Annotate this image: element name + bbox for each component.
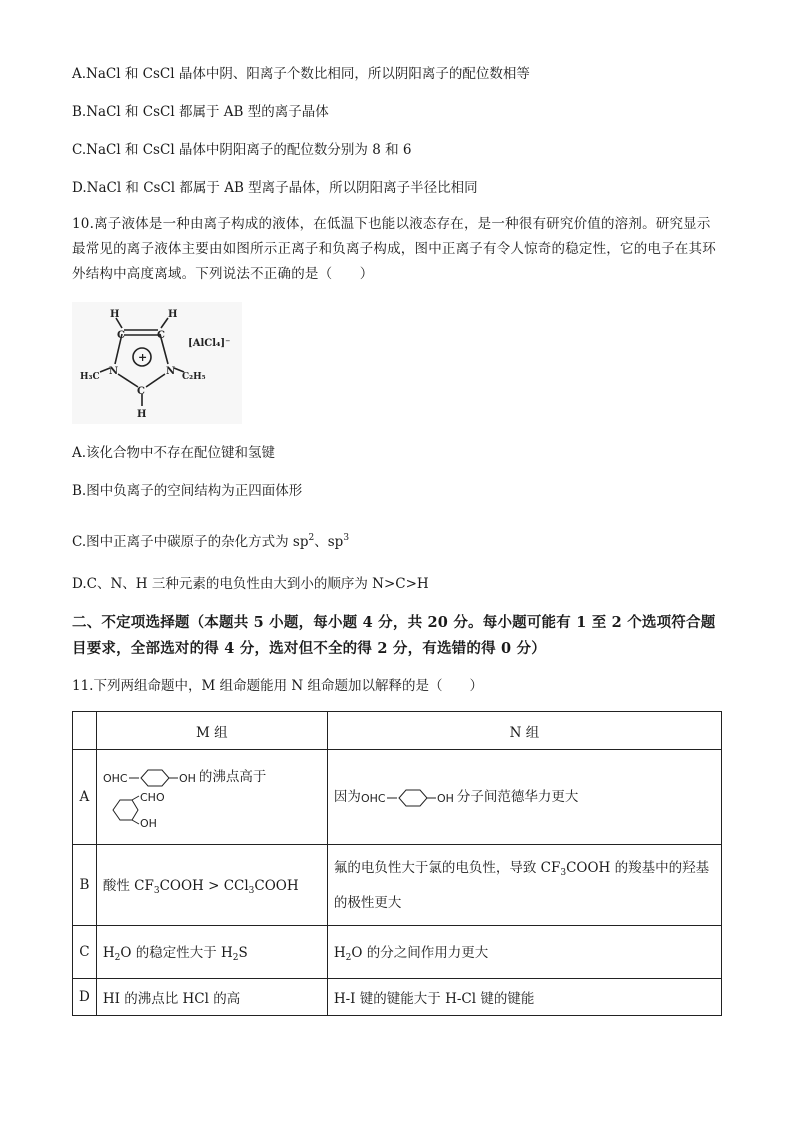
- svg-text:OH: OH: [436, 791, 454, 805]
- table-row: [73, 979, 722, 1016]
- table-row: [73, 750, 722, 845]
- q10-option-a: A.该化合物中不存在配位键和氢键: [72, 445, 276, 461]
- q11-table: [72, 711, 722, 1016]
- row-label: A: [73, 750, 97, 845]
- q9-option-d: D.NaCl 和 CsCl 都属于 AB 型离子晶体，所以阴阳离子半径比相同: [72, 180, 478, 196]
- q11-stem: 11.下列两组命题中，M 组命题能用 N 组命题加以解释的是（ ）: [72, 678, 483, 694]
- svg-text:OHC: OHC: [360, 791, 386, 805]
- ethyl-group-label: C₂H₅: [182, 372, 206, 382]
- row-b-n-cell: 氟的电负性大于氯的电负性，导致 $CF_3COOH$ 的羧基中的羟基的极性更大: [327, 845, 721, 926]
- row-c-m-cell: $H_2O$ 的稳定性大于 $H_2S$: [96, 926, 327, 979]
- header-m-group: M 组: [96, 712, 327, 750]
- q10-stem: 10.离子液体是一种由离子构成的液体，在低温下也能以液态存在，是一种很有研究价值的溶剂。研究显示最常见的离子液体主要由如图所示正离子和负离子构成，图中正离子有令人惊奇的稳定性，它的电子在其环外结构中高度离域。下列说法不正确的是（ ）: [72, 216, 716, 282]
- header-n-group: N 组: [327, 712, 721, 750]
- svg-text:OH: OH: [178, 771, 196, 785]
- q9-option-c: C.NaCl 和 CsCl 晶体中阴阳离子的配位数分别为 8 和 6: [72, 142, 412, 158]
- imidazolium-structure-diagram: [72, 302, 242, 424]
- table-row: [73, 926, 722, 979]
- svg-text:OHC: OHC: [102, 771, 128, 785]
- q10-option-d: D.C、N、H 三种元素的电负性由大到小的顺序为 N>C>H: [72, 576, 429, 592]
- q9-option-b: B.NaCl 和 CsCl 都属于 AB 型的离子晶体: [72, 104, 329, 120]
- n-right-label: N: [166, 366, 176, 377]
- h-top-right-label: H: [168, 309, 178, 320]
- q10-option-b: B.图中负离子的空间结构为正四面体形: [72, 483, 303, 499]
- row-label: C: [73, 926, 97, 979]
- q10-option-c: C.图中正离子中碳原子的杂化方式为 $sp^2$、$sp^3$: [72, 533, 350, 550]
- n-left-label: N: [109, 366, 119, 377]
- table-row: [73, 845, 722, 926]
- row-d-m-cell: HI 的沸点比 HCl 的高: [96, 979, 327, 1016]
- svg-text:CHO: CHO: [139, 790, 165, 804]
- header-blank-cell: [73, 712, 97, 750]
- row-b-m-cell: 酸性 $CF_3COOH$ > CCl$_3$COOH: [96, 845, 327, 926]
- h-bottom-label: H: [137, 409, 147, 420]
- positive-charge-label: +: [138, 351, 148, 364]
- anion-label: [AlCl₄]⁻: [188, 338, 231, 349]
- c-left-label: C: [117, 330, 125, 341]
- row-label: B: [73, 845, 97, 926]
- h-top-left-label: H: [110, 309, 120, 320]
- imidazolium-figure: [72, 302, 242, 424]
- methyl-group-label: H₃C: [80, 372, 100, 382]
- q9-option-a: A.NaCl 和 CsCl 晶体中阴、阳离子个数比相同，所以阴阳离子的配位数相等: [72, 66, 530, 82]
- row-a-m-text: 的沸点高于: [198, 769, 267, 786]
- row-label: D: [73, 979, 97, 1016]
- row-c-n-cell: $H_2O$ 的分之间作用力更大: [327, 926, 721, 979]
- table-header-row: [73, 712, 722, 750]
- section2-header: 二、不定项选择题（本题共 5 小题，每小题 4 分，共 20 分。每小题可能有 1 至 2 个选项符合题目要求，全部选对的得 4 分，选对但不全的得 2 分，有选错的得 0 分）: [72, 614, 716, 657]
- row-a-m-cell: [96, 750, 327, 845]
- c-bottom-label: C: [137, 386, 145, 397]
- row-d-n-cell: H-I 键的键能大于 H-Cl 键的键能: [327, 979, 721, 1016]
- svg-text:OH: OH: [139, 816, 157, 829]
- ortho-hydroxybenzaldehyde-structure: [103, 791, 173, 829]
- c-right-label: C: [157, 330, 165, 341]
- para-hydroxybenzaldehyde-structure: [103, 767, 199, 789]
- para-hydroxybenzaldehyde-structure: [361, 787, 457, 809]
- row-a-n-cell: 因为 OHC OH 分子间范德华力更大: [327, 750, 721, 845]
